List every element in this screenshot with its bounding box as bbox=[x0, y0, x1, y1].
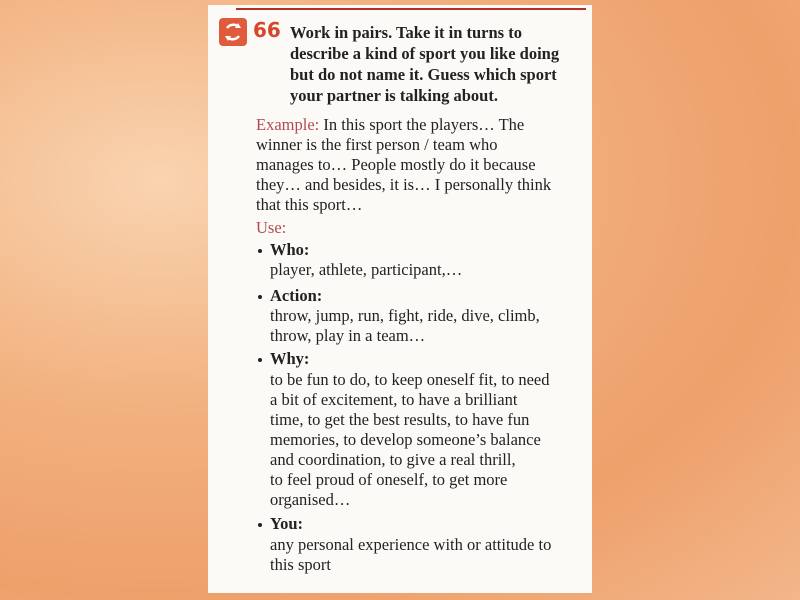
section-line: organised… bbox=[270, 490, 351, 509]
section-line: this sport bbox=[270, 555, 331, 574]
section-heading-action: Action: bbox=[270, 286, 323, 305]
example-line: winner is the first person / team who bbox=[256, 135, 498, 154]
section-line: any personal experience with or attitude to bbox=[270, 535, 552, 554]
use-label: Use: bbox=[256, 218, 287, 237]
example-line bbox=[256, 115, 524, 135]
example-line: manages to… People mostly do it because bbox=[256, 155, 536, 174]
instruction-line: Work in pairs. Take it in turns to bbox=[290, 23, 522, 42]
section-line: to feel proud of oneself, to get more bbox=[270, 470, 508, 489]
section-heading-why: Why: bbox=[270, 349, 310, 368]
pair-work-icon bbox=[219, 18, 247, 46]
section-line: time, to get the best results, to have fun bbox=[270, 410, 530, 429]
example-line: that this sport… bbox=[256, 195, 363, 214]
example-line: they… and besides, it is… I personally think bbox=[256, 175, 552, 194]
instruction-line: but do not name it. Guess which sport bbox=[290, 65, 557, 84]
example-text: In this sport the players… The bbox=[319, 115, 525, 134]
textbook-page bbox=[208, 5, 592, 593]
example-label: Example: bbox=[256, 115, 320, 134]
section-line: a bit of excitement, to have a brilliant bbox=[270, 390, 518, 409]
section-line: throw, play in a team… bbox=[270, 326, 426, 345]
section-line: memories, to develop someone’s balance bbox=[270, 430, 541, 449]
instruction-line: your partner is talking about. bbox=[290, 86, 498, 105]
section-line: to be fun to do, to keep oneself fit, to need bbox=[270, 370, 550, 389]
instruction-line: describe a kind of sport you like doing bbox=[290, 44, 560, 63]
section-line: and coordination, to give a real thrill, bbox=[270, 450, 516, 469]
top-rule bbox=[236, 8, 586, 10]
section-heading-you: You: bbox=[270, 514, 304, 533]
bullet bbox=[258, 295, 262, 299]
section-line: throw, jump, run, fight, ride, dive, climb, bbox=[270, 306, 540, 325]
bullet bbox=[258, 523, 262, 527]
exercise-number: 66 bbox=[253, 18, 281, 42]
section-line: player, athlete, participant,… bbox=[270, 260, 463, 279]
bullet bbox=[258, 358, 262, 362]
bullet bbox=[258, 249, 262, 253]
section-heading-who: Who: bbox=[270, 240, 310, 259]
